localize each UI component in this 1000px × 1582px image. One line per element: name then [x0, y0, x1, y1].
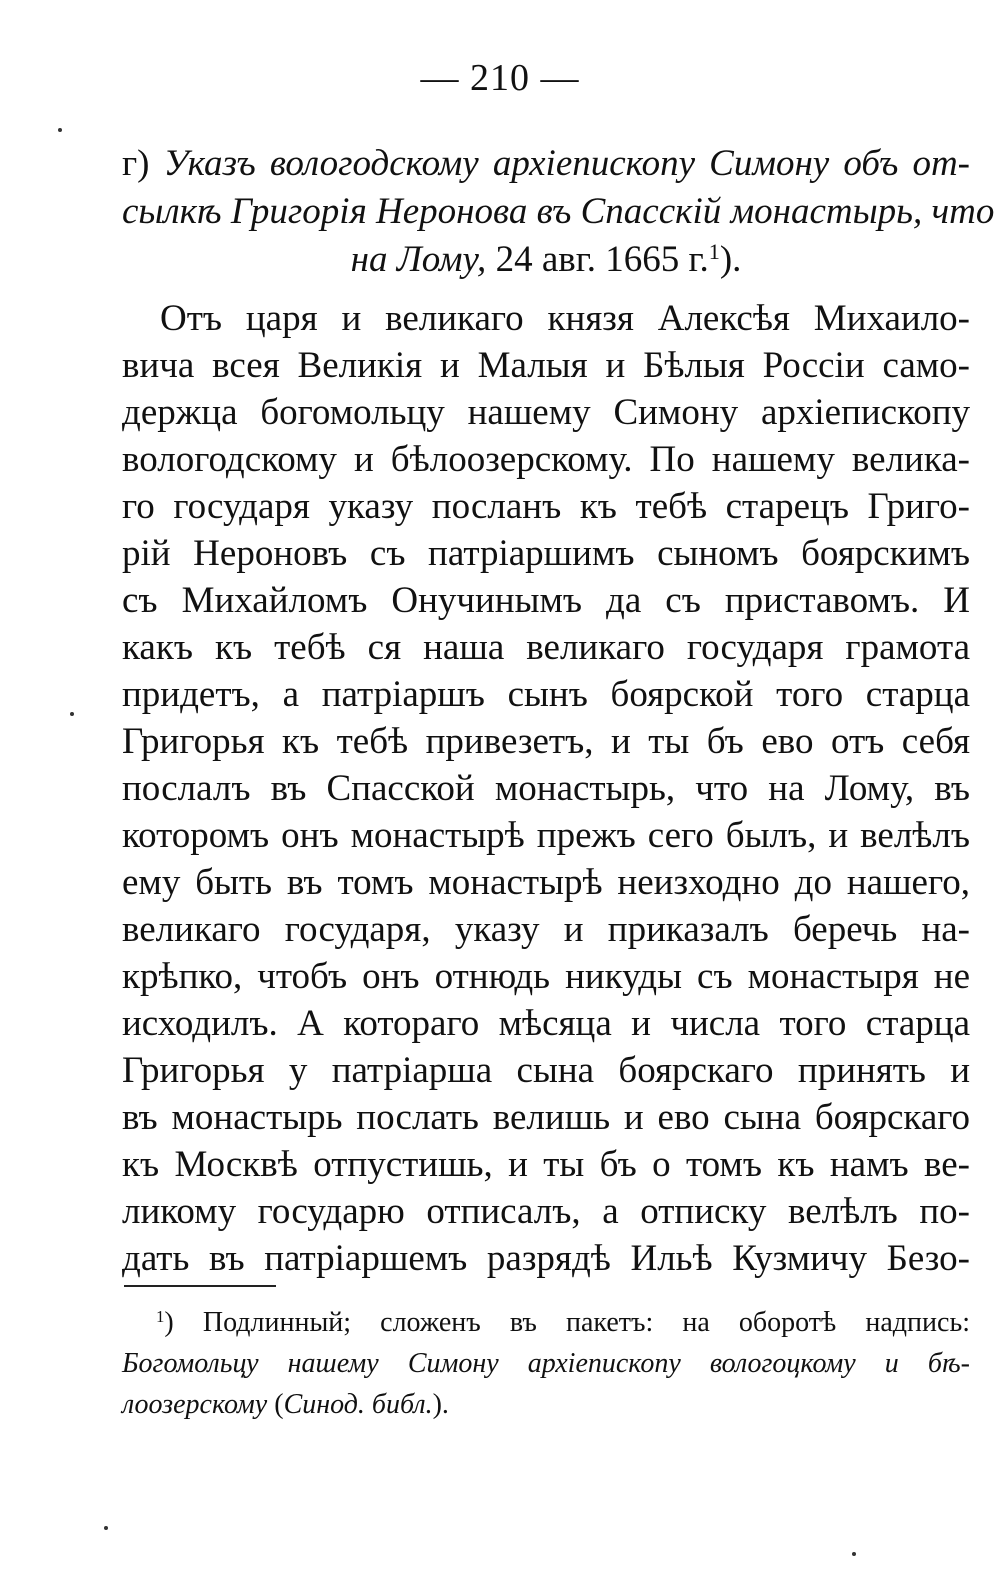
heading-line-1: [122, 140, 970, 188]
body-line: го государя указу посланъ къ тебѣ старецъ Григо-: [122, 486, 970, 527]
page-number: — 210 —: [420, 57, 580, 99]
scan-speck: [104, 1526, 108, 1530]
heading-line-3: [122, 236, 970, 284]
footnote-text: ) Подлинный; сложенъ въ пакетъ: на оборотѣ надпись:: [164, 1307, 970, 1338]
body-line: вологодскому и бѣлоозерскому. По нашему велика-: [122, 439, 970, 480]
body-line: Отъ царя и великаго князя Алексѣя Михаило-: [160, 298, 970, 339]
body-line: великаго государя, указу и приказалъ беречь на-: [122, 909, 970, 950]
body-line: послалъ въ Спасской монастырь, что на Лому, въ: [122, 768, 970, 809]
body-line: держца богомольцу нашему Симону архіепископу: [122, 392, 970, 433]
body-line: дать въ патріаршемъ разрядѣ Ильѣ Кузмичу Безо-: [122, 1238, 970, 1279]
footnote-line-3: [122, 1384, 970, 1425]
body-line: въ монастырь послать велишь и ево сына боярскаго: [122, 1097, 970, 1138]
body-line: Григорья къ тебѣ привезетъ, и ты бъ ево отъ себя: [122, 721, 970, 762]
footnote-inscription-end: лоозерскому: [122, 1389, 268, 1420]
heading-marker: г): [122, 143, 150, 184]
footnote-separator: [124, 1285, 276, 1287]
body-line: ликому государю отписалъ, а отписку велѣлъ по-: [122, 1191, 970, 1232]
body-line: рій Нероновъ съ патріаршимъ сыномъ боярскимъ: [122, 533, 970, 574]
footnote-marker: 1: [156, 1306, 165, 1326]
footnote-paren-open: (: [267, 1389, 284, 1420]
heading-title-part-3: на Лому,: [350, 239, 487, 280]
scan-speck: [70, 712, 74, 716]
body-line: которомъ онъ монастырѣ прежъ сего былъ, и велѣлъ: [122, 815, 970, 856]
scan-speck: [852, 1552, 856, 1556]
scan-speck: [58, 128, 62, 132]
footnote-paren-close: ).: [432, 1389, 449, 1420]
footnote-inscription: Богомольцу нашему Симону архіепископу вологоцкому и бѣ-: [122, 1348, 970, 1379]
body-line: исходилъ. А котораго мѣсяца и числа того старца: [122, 1003, 970, 1044]
heading-title-part-2: сылкѣ Григорія Неронова въ Спасскій монастырь, что: [122, 191, 995, 232]
body-line: ему быть въ томъ монастырѣ неизходно до нашего,: [122, 862, 970, 903]
footnote-line-1: [122, 1302, 970, 1343]
footnote: [122, 1302, 970, 1425]
body-line: съ Михайломъ Онучинымъ да съ приставомъ. И: [122, 580, 970, 621]
body-line: Григорья у патріарша сына боярскаго принять и: [122, 1050, 970, 1091]
body-line: къ Москвѣ отпустишь, и ты бъ о томъ къ намъ ве-: [122, 1144, 970, 1185]
heading-line-2: [122, 188, 995, 236]
body-line: крѣпко, чтобъ онъ отнюдь никуды съ монастыря не: [122, 956, 970, 997]
heading-date: 24 авг. 1665 г.: [495, 239, 709, 280]
footnote-source: Синод. библ.: [283, 1389, 433, 1420]
body-line: вича всея Великія и Малыя и Бѣлыя Россіи само-: [122, 345, 970, 386]
heading-footnote-ref: 1: [708, 238, 720, 264]
heading-title-part-1: Указъ вологодскому архіепископу Симону объ от-: [163, 143, 970, 184]
document-body: [122, 295, 970, 1282]
document-heading: [122, 140, 995, 284]
body-line: придетъ, а патріаршъ сынъ боярской того старца: [122, 674, 970, 715]
footnote-line-2: [122, 1343, 970, 1384]
body-line: какъ къ тебѣ ся наша великаго государя грамота: [122, 627, 970, 668]
heading-close: ).: [719, 239, 742, 280]
